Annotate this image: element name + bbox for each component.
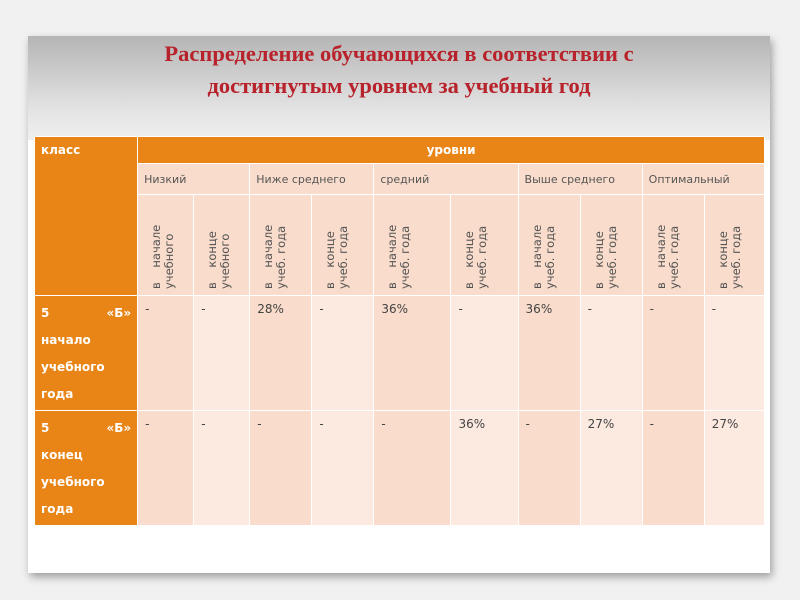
subheader-cell — [704, 195, 764, 296]
value-cell: - — [642, 296, 704, 411]
subheader-text: начале учеб. года — [385, 224, 413, 289]
subheader-prefix: в — [205, 282, 220, 289]
subheader-cell — [374, 195, 451, 296]
table-row — [35, 411, 765, 526]
title-line-1: Распределение обучающихся в соответствии с — [164, 41, 634, 66]
subheader-cell — [138, 195, 194, 296]
subheader-cell — [250, 195, 312, 296]
class-period-word: конец — [41, 448, 83, 462]
level-above-average: Выше среднего — [518, 164, 642, 195]
value-cell: - — [138, 296, 194, 411]
subheader-cell — [580, 195, 642, 296]
class-period-word: года — [41, 387, 74, 401]
subheader-text: конце учеб. года — [462, 225, 490, 289]
value-cell: - — [580, 296, 642, 411]
subheader-cell — [312, 195, 374, 296]
class-period-word: начало — [41, 333, 91, 347]
value-cell: - — [312, 411, 374, 526]
subheader-text: начале учебного — [149, 224, 177, 289]
subheader-text: конце учебного — [205, 231, 233, 289]
value-cell: - — [312, 296, 374, 411]
subheader-text: конце учеб. года — [323, 225, 351, 289]
subheader-cell — [518, 195, 580, 296]
subheader-text: конце учеб. года — [591, 225, 619, 289]
value-cell: - — [194, 296, 250, 411]
level-below-average: Ниже среднего — [250, 164, 374, 195]
value-cell: - — [194, 411, 250, 526]
class-period-word: учебного — [41, 475, 105, 489]
slide — [28, 36, 770, 573]
value-cell: - — [138, 411, 194, 526]
subheader-text: начале учеб. года — [261, 224, 289, 289]
row-class-label — [35, 296, 138, 411]
subheader-prefix: в — [653, 282, 668, 289]
subheader-prefix: в — [591, 282, 606, 289]
class-period-word: года — [41, 502, 74, 516]
table-row — [35, 296, 765, 411]
level-average: средний — [374, 164, 518, 195]
value-cell: - — [518, 411, 580, 526]
value-cell: 36% — [518, 296, 580, 411]
level-low: Низкий — [138, 164, 250, 195]
value-cell: 36% — [451, 411, 518, 526]
subheader-text: начале учеб. года — [653, 224, 681, 289]
subheader-prefix: в — [323, 282, 338, 289]
levels-header: уровни — [138, 137, 765, 164]
title-line-2: достигнутым уровнем за учебный год — [207, 73, 591, 98]
class-period-word: учебного — [41, 360, 105, 374]
value-cell: - — [451, 296, 518, 411]
subheader-cell — [642, 195, 704, 296]
value-cell: - — [374, 411, 451, 526]
value-cell: 27% — [580, 411, 642, 526]
class-number: 5 — [41, 421, 50, 435]
subheader-cell — [451, 195, 518, 296]
value-cell: - — [704, 296, 764, 411]
value-cell: 36% — [374, 296, 451, 411]
subheader-prefix: в — [462, 282, 477, 289]
class-letter: «Б» — [106, 306, 132, 320]
subheader-cell — [194, 195, 250, 296]
value-cell: 28% — [250, 296, 312, 411]
class-header: класс — [35, 137, 138, 296]
subheader-text: начале учеб. года — [529, 224, 557, 289]
subheader-prefix: в — [261, 282, 276, 289]
value-cell: - — [642, 411, 704, 526]
value-cell: - — [250, 411, 312, 526]
subheader-prefix: в — [529, 282, 544, 289]
level-optimal: Оптимальный — [642, 164, 764, 195]
subheader-prefix: в — [385, 282, 400, 289]
subheader-text: конце учеб. года — [715, 225, 743, 289]
subheader-prefix: в — [715, 282, 730, 289]
subheader-prefix: в — [149, 282, 164, 289]
row-class-label — [35, 411, 138, 526]
levels-table — [34, 136, 765, 526]
class-letter: «Б» — [106, 421, 132, 435]
class-number: 5 — [41, 306, 50, 320]
value-cell: 27% — [704, 411, 764, 526]
slide-title — [28, 38, 770, 102]
